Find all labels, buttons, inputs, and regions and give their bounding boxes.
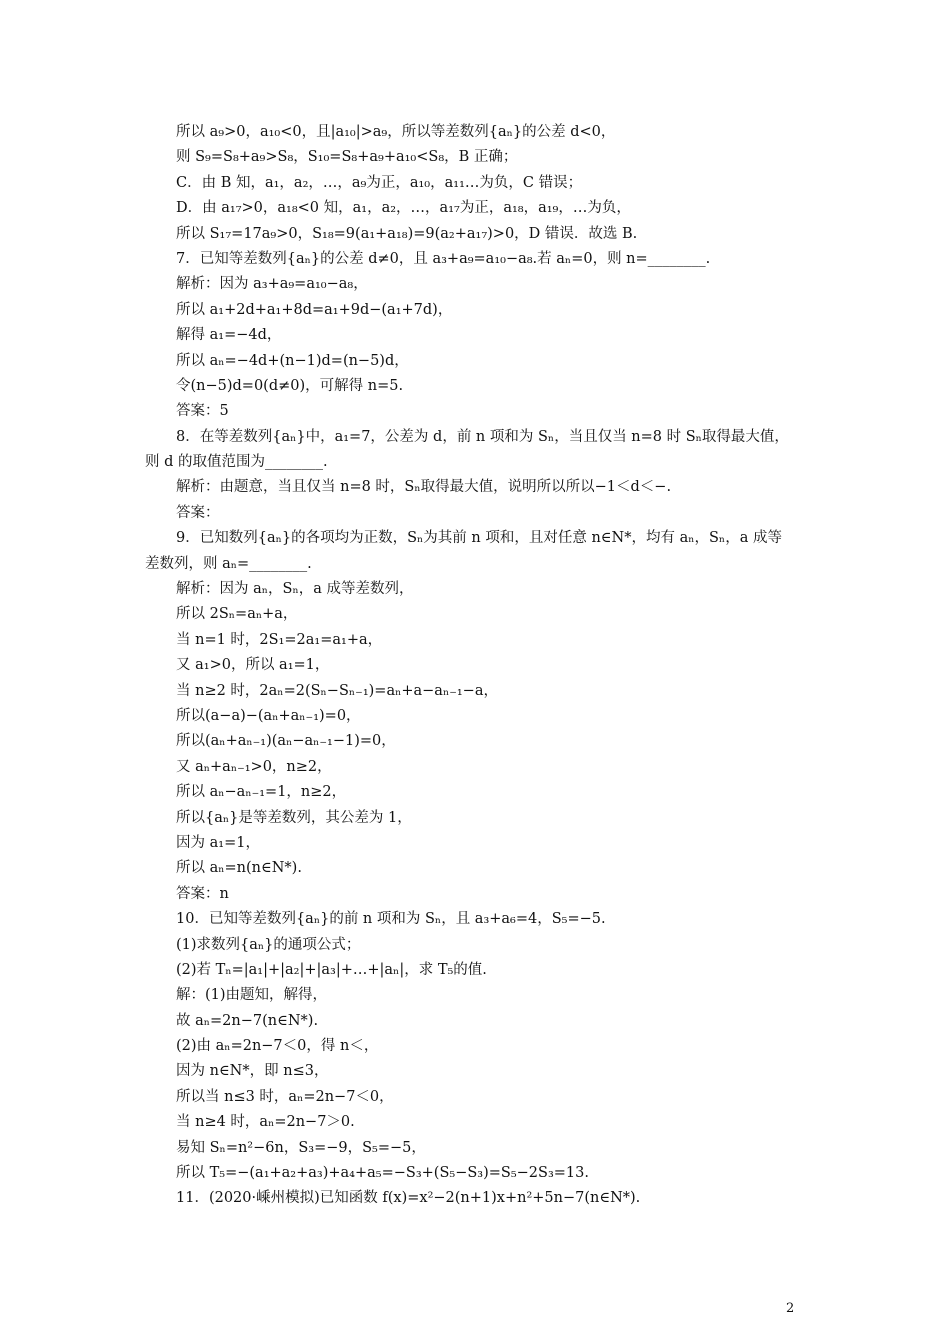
text-line: 则 S₉=S₈+a₉>S₈，S₁₀=S₈+a₉+a₁₀<S₈，B 正确； [176,149,518,166]
document-body [145,120,810,1212]
text-line: 解析：由题意，当且仅当 n=8 时，Sₙ取得最大值，说明所以所以−1＜d＜−. [176,479,672,496]
text-line: 所以 T₅=−(a₁+a₂+a₃)+a₄+a₅=−S₃+(S₅−S₃)=S₅−2S₃=13. [176,1165,589,1182]
text-line: 所以 S₁₇=17a₉>0，S₁₈=9(a₁+a₁₈)=9(a₂+a₁₇)>0，D 错误．故选 B. [176,225,638,242]
text-line: D．由 a₁₇>0，a₁₈<0 知，a₁，a₂，…，a₁₇为正，a₁₈，a₁₉，…为负， [176,200,631,217]
text-line: 解得 a₁=−4d， [176,327,282,344]
text-line: 解：(1)由题知，解得， [176,987,328,1004]
text-line: 又 a₁>0，所以 a₁=1， [176,657,330,674]
text-line: 答案：5 [176,403,229,420]
text-line: 所以 a₉>0，a₁₀<0，且|a₁₀|>a₉，所以等差数列{aₙ}的公差 d<0， [176,124,616,140]
text-line: 7．已知等差数列{aₙ}的公差 d≠0，且 a₃+a₉=a₁₀−a₈.若 aₙ=0，则 n=________. [176,250,711,267]
page-number: 2 [786,1301,795,1316]
text-line: 所以 aₙ=−4d+(n−1)d=(n−5)d， [176,352,409,369]
text-line: 8．在等差数列{aₙ}中，a₁=7，公差为 d，前 n 项和为 Sₙ，当且仅当 n=8 时 Sₙ取得最大值， [176,428,789,445]
text-line: 因为 n∈N*，即 n≤3， [176,1063,329,1080]
text-line: 解析：因为 a₃+a₉=a₁₀−a₈， [176,276,368,293]
text-line: 因为 a₁=1， [176,834,260,851]
text-line: 易知 Sₙ=n²−6n，S₃=−9，S₅=−5， [176,1139,426,1156]
text-line: 所以当 n≤3 时，aₙ=2n−7＜0， [176,1088,394,1105]
text-line: 所以 a₁+2d+a₁+8d=a₁+9d−(a₁+7d)， [176,301,453,318]
text-line: 所以(aₙ+aₙ₋₁)(aₙ−aₙ₋₁−1)=0， [176,733,396,750]
text-line: 差数列，则 aₙ=________. [145,555,312,572]
text-line: 所以(a−a)−(aₙ+aₙ₋₁)=0， [176,707,361,724]
text-line: 故 aₙ=2n−7(n∈N*). [176,1012,319,1029]
text-line: 当 n≥2 时，2aₙ=2(Sₙ−Sₙ₋₁)=aₙ+a−aₙ₋₁−a， [176,682,498,699]
text-line: 答案： [176,504,220,521]
text-line: (1)求数列{aₙ}的通项公式； [176,936,361,953]
text-line: 11．(2020·嵊州模拟)已知函数 f(x)=x²−2(n+1)x+n²+5n−7(n∈N*). [176,1190,641,1207]
text-line: 9．已知数列{aₙ}的各项均为正数，Sₙ为其前 n 项和，且对任意 n∈N*，均有 aₙ，Sₙ，a 成等 [176,530,782,547]
text-line: 所以{aₙ}是等差数列，其公差为 1， [176,809,412,826]
text-line: 则 d 的取值范围为________. [145,454,328,471]
text-line: 当 n≥4 时，aₙ=2n−7＞0. [176,1114,355,1131]
text-line: 令(n−5)d=0(d≠0)，可解得 n=5. [176,377,404,394]
text-line: (2)若 Tₙ=|a₁|+|a₂|+|a₃|+…+|aₙ|，求 T₅的值. [176,961,487,978]
text-line: 答案：n [176,885,229,902]
text-line: 当 n=1 时，2S₁=2a₁=a₁+a， [176,631,383,648]
text-line: 所以 aₙ=n(n∈N*). [176,860,302,877]
text-line: 所以 aₙ−aₙ₋₁=1，n≥2， [176,784,347,801]
text-line: C．由 B 知，a₁，a₂，…，a₉为正，a₁₀，a₁₁…为负，C 错误； [176,174,583,191]
text-line: 所以 2Sₙ=aₙ+a， [176,606,298,623]
text-line: 10．已知等差数列{aₙ}的前 n 项和为 Sₙ，且 a₃+a₆=4，S₅=−5. [176,911,606,928]
text-line: 解析：因为 aₙ，Sₙ，a 成等差数列， [176,581,414,598]
text-line: 又 aₙ+aₙ₋₁>0，n≥2， [176,758,332,775]
text-line: (2)由 aₙ=2n−7＜0，得 n＜， [176,1038,379,1055]
